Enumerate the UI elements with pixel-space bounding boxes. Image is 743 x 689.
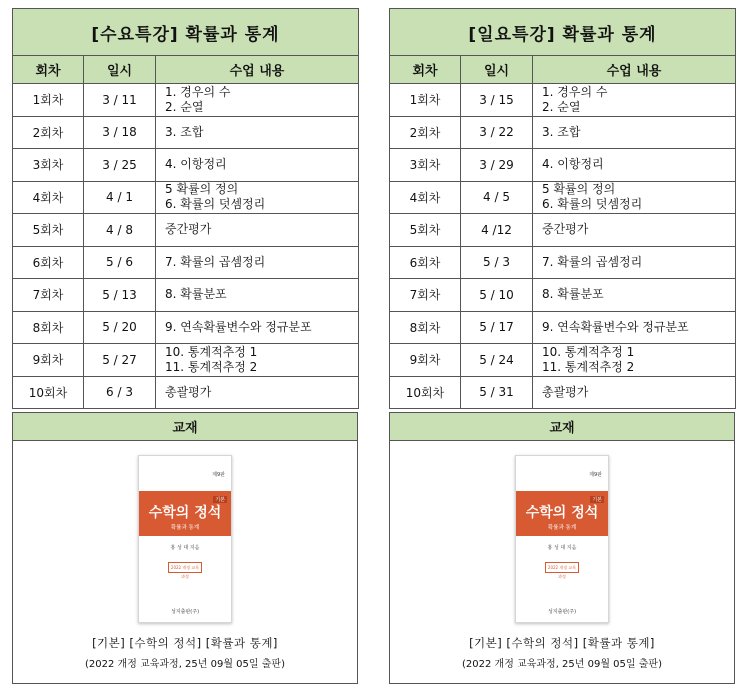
panel-title: [수요특강] 확률과 통계 (13, 9, 359, 56)
textbook-header: 교재 (13, 413, 358, 441)
content-line: 11. 통계적추정 2 (542, 359, 635, 374)
date-cell: 5 / 24 (461, 344, 533, 377)
book-badge: 기본 (592, 497, 602, 503)
session-cell: 10회차 (390, 376, 461, 409)
table-row (390, 181, 736, 214)
table-row (13, 246, 359, 279)
book-edition: 제9판 (589, 472, 602, 478)
date-cell: 5 / 13 (84, 279, 156, 312)
content-line: 8. 확률분포 (165, 287, 227, 302)
content-line: 4. 이항정리 (165, 157, 227, 172)
session-cell: 8회차 (13, 311, 84, 344)
book-title-band (139, 491, 231, 536)
date-cell: 5 / 31 (461, 376, 533, 409)
table-row (390, 214, 736, 247)
schedule-table (12, 8, 359, 409)
date-cell: 4 /12 (461, 214, 533, 247)
book-author: 홍 성 대 지음 (547, 545, 577, 551)
table-row (13, 376, 359, 409)
date-cell: 4 / 8 (84, 214, 156, 247)
textbook-header: 교재 (390, 413, 735, 441)
book-title: 수학의 정석 (525, 505, 599, 521)
schedule-table (389, 8, 736, 409)
textbook-publication-note: (2022 개정 교육과정, 25년 09월 05일 출판) (85, 659, 285, 670)
date-cell: 3 / 29 (461, 149, 533, 182)
content-line: 1. 경우의 수 (542, 84, 608, 99)
session-cell: 5회차 (13, 214, 84, 247)
content-line: 4. 이항정리 (542, 157, 604, 172)
table-row (390, 311, 736, 344)
date-cell: 3 / 11 (84, 84, 156, 117)
content-line: 총괄평가 (165, 384, 212, 399)
table-row (390, 344, 736, 377)
date-cell: 5 / 17 (461, 311, 533, 344)
content-line: 7. 확률의 곱셈정리 (542, 254, 643, 269)
book-subtitle: 확률과 통계 (170, 525, 200, 531)
content-line: 8. 확률분포 (542, 287, 604, 302)
table-row (390, 149, 736, 182)
header-date: 일시 (84, 56, 156, 84)
table-row (390, 279, 736, 312)
table-row (13, 279, 359, 312)
header-date: 일시 (461, 56, 533, 84)
content-cell (533, 116, 736, 149)
schedule-panel-sunday (389, 8, 735, 684)
content-cell (156, 116, 359, 149)
content-cell (156, 181, 359, 214)
textbook-body (13, 441, 358, 684)
session-cell: 9회차 (13, 344, 84, 377)
content-line: 1. 경우의 수 (165, 84, 231, 99)
textbook-table (12, 412, 358, 684)
content-cell (533, 246, 736, 279)
content-line: 6. 확률의 덧셈정리 (542, 197, 643, 212)
content-cell (533, 149, 736, 182)
header-session: 회차 (390, 56, 461, 84)
table-row (390, 84, 736, 117)
book-curriculum-stamp: 2022 개정 교육과정 (545, 562, 579, 573)
content-cell (156, 344, 359, 377)
date-cell: 3 / 15 (461, 84, 533, 117)
date-cell: 4 / 1 (84, 181, 156, 214)
book-publisher: 성지출판(주) (547, 609, 577, 615)
book-author: 홍 성 대 지음 (170, 545, 200, 551)
date-cell: 5 / 27 (84, 344, 156, 377)
date-cell: 3 / 18 (84, 116, 156, 149)
book-curriculum-stamp: 2022 개정 교육과정 (168, 562, 202, 573)
content-line: 2. 순열 (165, 99, 204, 114)
textbook-body (390, 441, 735, 684)
book-publisher: 성지출판(주) (170, 609, 200, 615)
session-cell: 7회차 (390, 279, 461, 312)
session-cell: 1회차 (13, 84, 84, 117)
date-cell: 6 / 3 (84, 376, 156, 409)
date-cell: 5 / 3 (461, 246, 533, 279)
content-cell (533, 376, 736, 409)
schedule-panel-wednesday (12, 8, 358, 684)
session-cell: 1회차 (390, 84, 461, 117)
session-cell: 3회차 (13, 149, 84, 182)
book-title-band (516, 491, 608, 536)
table-row (13, 311, 359, 344)
book-edition: 제9판 (212, 472, 225, 478)
content-cell (156, 84, 359, 117)
date-cell: 5 / 20 (84, 311, 156, 344)
header-session: 회차 (13, 56, 84, 84)
table-row (13, 116, 359, 149)
date-cell: 5 / 10 (461, 279, 533, 312)
content-line: 중간평가 (165, 222, 212, 237)
table-row (390, 246, 736, 279)
header-content: 수업 내용 (156, 56, 359, 84)
content-cell (156, 311, 359, 344)
session-cell: 8회차 (390, 311, 461, 344)
book-title: 수학의 정석 (148, 505, 222, 521)
textbook-caption: [기본] [수학의 정석] [확률과 통계] (92, 636, 278, 650)
content-cell (156, 376, 359, 409)
content-line: 10. 통계적추정 1 (165, 344, 258, 359)
content-line: 중간평가 (542, 222, 589, 237)
session-cell: 4회차 (13, 181, 84, 214)
content-cell (533, 344, 736, 377)
content-cell (533, 84, 736, 117)
content-cell (156, 246, 359, 279)
session-cell: 7회차 (13, 279, 84, 312)
content-line: 9. 연속확률변수와 정규분포 (165, 319, 312, 334)
book-cover-image (138, 455, 232, 623)
session-cell: 2회차 (390, 116, 461, 149)
session-cell: 3회차 (390, 149, 461, 182)
table-row (13, 84, 359, 117)
date-cell: 5 / 6 (84, 246, 156, 279)
session-cell: 9회차 (390, 344, 461, 377)
textbook-caption: [기본] [수학의 정석] [확률과 통계] (469, 636, 655, 650)
session-cell: 6회차 (13, 246, 84, 279)
textbook-publication-note: (2022 개정 교육과정, 25년 09월 05일 출판) (462, 659, 662, 670)
session-cell: 6회차 (390, 246, 461, 279)
content-line: 3. 조합 (542, 124, 581, 139)
content-line: 5 확률의 정의 (165, 182, 239, 197)
content-cell (156, 149, 359, 182)
header-content: 수업 내용 (533, 56, 736, 84)
content-line: 2. 순열 (542, 99, 581, 114)
book-badge: 기본 (215, 497, 225, 503)
panel-title: [일요특강] 확률과 통계 (390, 9, 736, 56)
table-row (390, 116, 736, 149)
content-line: 6. 확률의 덧셈정리 (165, 197, 266, 212)
content-cell (156, 279, 359, 312)
content-cell (533, 181, 736, 214)
table-row (13, 149, 359, 182)
content-line: 11. 통계적추정 2 (165, 359, 258, 374)
table-row (13, 214, 359, 247)
session-cell: 5회차 (390, 214, 461, 247)
book-subtitle: 확률과 통계 (547, 525, 577, 531)
table-row (13, 181, 359, 214)
content-line: 3. 조합 (165, 124, 204, 139)
book-cover-image (515, 455, 609, 623)
content-cell (533, 279, 736, 312)
date-cell: 3 / 22 (461, 116, 533, 149)
content-cell (156, 214, 359, 247)
content-line: 7. 확률의 곱셈정리 (165, 254, 266, 269)
table-row (390, 376, 736, 409)
content-line: 5 확률의 정의 (542, 182, 616, 197)
session-cell: 2회차 (13, 116, 84, 149)
content-cell (533, 311, 736, 344)
textbook-table (389, 412, 735, 684)
date-cell: 3 / 25 (84, 149, 156, 182)
table-row (13, 344, 359, 377)
content-line: 9. 연속확률변수와 정규분포 (542, 319, 689, 334)
date-cell: 4 / 5 (461, 181, 533, 214)
session-cell: 4회차 (390, 181, 461, 214)
content-cell (533, 214, 736, 247)
content-line: 10. 통계적추정 1 (542, 344, 635, 359)
content-line: 총괄평가 (542, 384, 589, 399)
session-cell: 10회차 (13, 376, 84, 409)
